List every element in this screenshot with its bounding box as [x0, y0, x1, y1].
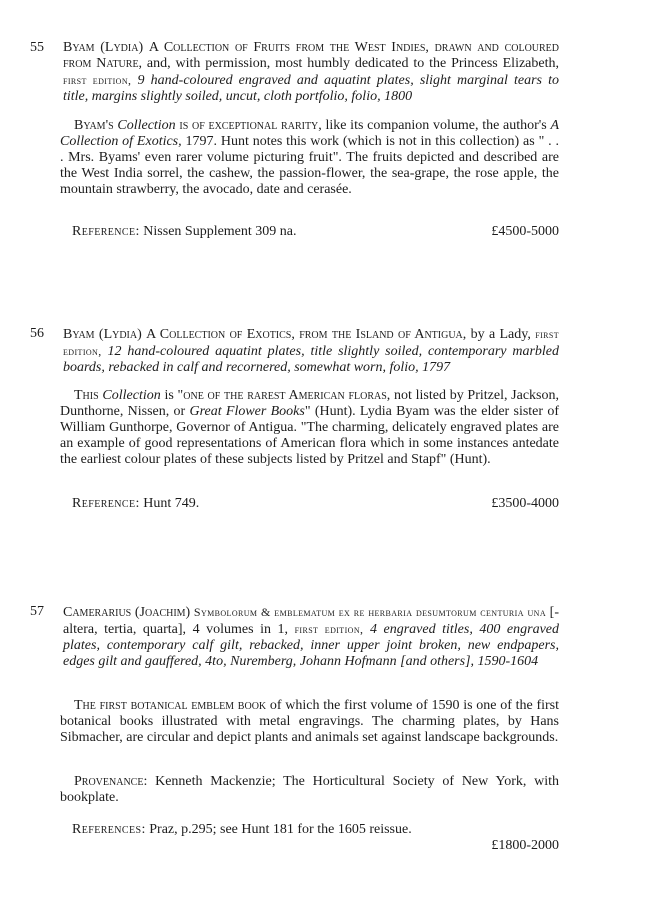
lot-edition: first edition, [294, 622, 364, 636]
desc-text-2: 1797. Hunt notes this work (which is not in this collection) as " . . . Mrs. Byams' even rarer volume picturing fruit". The fruits depicted and described are the West India sorrel, the cashew, the passion-flower, the sea-grape, the rose apple, the mountain strawberry, the avocado, date and cerasée. [60, 134, 560, 197]
reference-text: Nissen Supplement 309 na. [143, 224, 297, 239]
desc-text-2: " (Hunt). Lydia Byam was the elder sister of William Gunthorpe, Governor of Antigua. "The charming, delicately engraved plates are an example of good representations of American flora which in some instances antedate the earliest colour plates of these subjects listed by Pritzel and Stapf" (Hunt). [60, 404, 559, 467]
lot-description [60, 388, 559, 468]
lot-estimate: £4500-5000 [491, 224, 559, 239]
reference-label: Reference: [72, 496, 140, 511]
lot-heading [63, 604, 559, 670]
lot-number: 55 [30, 40, 44, 55]
lot-details: 4 engraved titles, 400 engraved plates, contemporary calf gilt, rebacked, inner upper joint broken, new endpapers, edges gilt and gauffered, 4to, Nuremberg, Johann Hofmann [and others], 1590-1604 [63, 622, 559, 669]
lot-author: Camerarius (Joachim) [63, 605, 191, 620]
lot-title: A Collection of Exotics, from the Island of Antigua, [146, 327, 467, 342]
lot-details: 9 hand-coloured engraved and aquatint plates, slight marginal tears to title, margins slightly soiled, uncut, cloth portfolio, folio, 1800 [63, 73, 559, 104]
provenance-label: Provenance: [74, 774, 148, 789]
desc-lead-2: is of exceptional rarity, [179, 118, 322, 133]
reference-text: Hunt 749. [143, 496, 200, 511]
desc-text-a: is " [160, 388, 184, 403]
lot-title: Symbolorum & emblematum ex re herbaria desumtorum centuria una [193, 605, 546, 619]
reference-label: Reference: [72, 224, 140, 239]
lot-description [60, 118, 559, 198]
desc-lead-2: one of the rarest American floras, [183, 388, 391, 403]
desc-text: of which the first volume of 1590 is one of the first botanical books illustrated with metal engravings. The charming plates, by Hans Sibmacher, are circular and depict plants and animals set against landscape backgrounds. [60, 698, 559, 745]
lot-number: 57 [30, 604, 44, 619]
lot-details: 12 hand-coloured aquatint plates, title slightly soiled, contemporary marbled boards, rebacked in calf and recornered, somewhat worn, folio, 1797 [63, 344, 559, 375]
lot-reference [72, 224, 559, 240]
provenance-text: Kenneth Mackenzie; The Horticultural Society of New York, with bookplate. [60, 774, 560, 805]
desc-lead: This [74, 388, 99, 403]
lot-reference [72, 822, 559, 838]
reference-text: Praz, p.295; see Hunt 181 for the 1605 reissue. [149, 822, 412, 837]
lot-reference [72, 496, 559, 512]
lot-estimate: £3500-4000 [491, 496, 559, 511]
reference-label: References: [72, 822, 146, 837]
lot-description [60, 698, 559, 746]
lot-heading [63, 326, 559, 376]
desc-text: like its companion volume, the author's [321, 118, 551, 133]
desc-italic-2: A Collection of Exotics, [60, 118, 560, 149]
lot-number: 56 [30, 326, 44, 341]
lot-heading-rest: by a Lady, [466, 327, 536, 342]
desc-lead: Byam's [74, 118, 114, 133]
desc-italic: Collection [117, 118, 176, 133]
lot-heading-rest: and, with permission, most humbly dedicated to the Princess Elizabeth, [142, 56, 559, 71]
lot-title: A Collection of Fruits from the West Indies, drawn and coloured from Nature, [63, 40, 560, 71]
lot-author: Byam (Lydia) [63, 327, 142, 342]
lot-edition: first edition, [63, 73, 132, 87]
desc-text: not listed by Pritzel, Jackson, Dunthorne, Nissen, or [60, 388, 560, 419]
lot-author: Byam (Lydia) [63, 40, 144, 55]
desc-lead: The first botanical emblem book [74, 698, 267, 713]
lot-estimate: £1800-2000 [491, 838, 559, 853]
desc-italic: Collection [102, 388, 161, 403]
lot-provenance [60, 774, 559, 806]
lot-heading [63, 40, 559, 105]
lot-edition: first edition, [63, 327, 560, 358]
lot-heading-rest: [-altera, tertia, quarta], 4 volumes in 1, [63, 605, 559, 637]
desc-italic-2: Great Flower Books [189, 404, 305, 419]
